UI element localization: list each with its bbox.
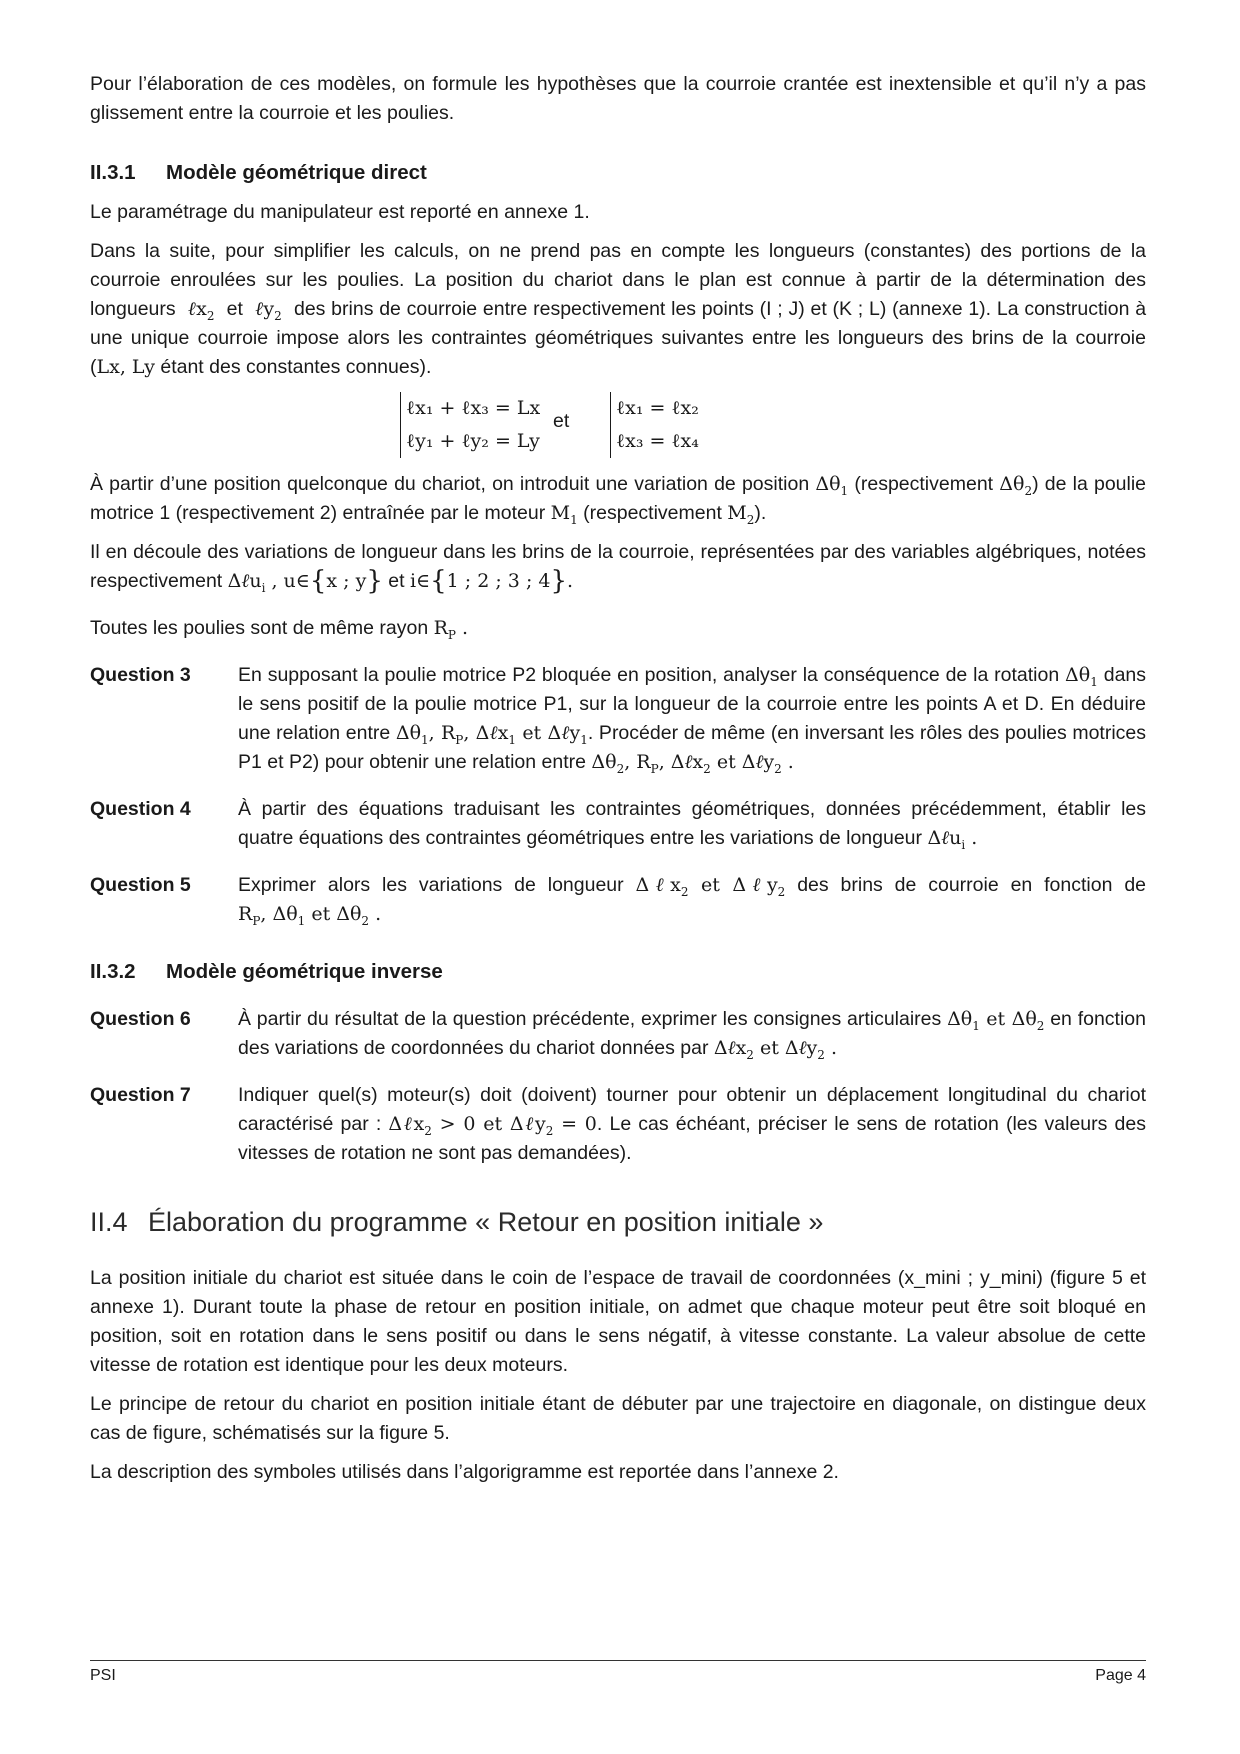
question-text: En supposant la poulie motrice P2 bloquée en position, analyser la conséquence de la rotation $\Delta\theta_1$ dans le sens positif de la poulie motrice P1, sur la longueur de la courroie entre les points A et D. En déduire une relation entre $\Delta\theta_1$, $R_P$, Δℓx$_1$ et Δℓy$_1$. Procéder de même (en inversant les rôles des poulies motrices P1 et P2) pour obtenir une relation entre $\Delta\theta_2$, $R_P$, Δℓx$_2$ et Δℓy$_2$ .	[238, 664, 1147, 776]
section-title: Modèle géométrique direct	[166, 161, 427, 184]
equation-lx3-lx4: ℓx₃ = ℓx₄	[616, 430, 699, 452]
section-heading-232	[90, 957, 1146, 987]
math-lx2: ℓx$_2$	[187, 298, 215, 323]
math-lx-ly: Lx, Ly	[96, 356, 155, 378]
section-heading-24	[90, 1204, 1146, 1240]
footer-course: PSI	[90, 1667, 116, 1684]
section-number: II.3.2	[90, 960, 136, 983]
section-title: Modèle géométrique inverse	[166, 960, 443, 983]
equation-system-right	[610, 392, 699, 458]
question-5	[90, 871, 1146, 929]
question-text: À partir du résultat de la question précédente, exprimer les consignes articulaires $\Delta\theta_1$ et $\Delta\theta_2$ en fonction des variations de coordonnées du chariot données par Δℓx$_2$ et Δℓy$_2$ .	[238, 1008, 1146, 1062]
equation-system-left	[400, 392, 540, 458]
question-text: Exprimer alors les variations de longueur Δℓx$_2$ et Δℓy$_2$ des brins de courroie en fonction de $R_P$, $\Delta\theta_1$ et $\Delta\theta_2$ .	[238, 874, 1147, 928]
equation-lx-sum: ℓx₁ + ℓx₃ = Lx	[406, 397, 541, 419]
question-6	[90, 1005, 1146, 1063]
section-number: II.4	[90, 1207, 128, 1237]
math-ly2: ℓy$_2$	[255, 298, 282, 323]
footer-page-number: Page 4	[1095, 1667, 1146, 1684]
section-number: II.3.1	[90, 161, 136, 184]
question-4	[90, 795, 1146, 853]
paragraph-rayon: Toutes les poulies sont de même rayon $R_P$ .	[90, 617, 469, 642]
question-label: Question 5	[90, 874, 191, 896]
paragraph-longueurs: Dans la suite, pour simplifier les calculs, on ne prend pas en compte les longueurs (constantes) des portions de la courroie enroulées sur les poulies. La position du chariot dans le plan est connue à partir de la détermination des longueurs ℓx$_2$ et ℓy$_2$ des brins de courroie entre respectivement les points (I ; J) et (K ; L) (annexe 1). La construction à une unique courroie impose alors les contraintes géométriques suivantes entre les longueurs des brins de la courroie (Lx, Ly étant des constantes connues).	[90, 240, 1147, 378]
question-text: Indiquer quel(s) moteur(s) doit (doivent) tourner pour obtenir un déplacement longitudinal du chariot caractérisé par : Δℓx$_2$ > 0 et Δℓy$_2$ = 0. Le cas échéant, préciser le sens de rotation (les valeurs des vitesses de rotation ne sont pas demandées).	[238, 1084, 1146, 1164]
page-footer	[90, 1660, 1146, 1685]
paragraph-variables-algebriques: Il en découle des variations de longueur dans les brins de la courroie, représentées par des variables algébriques, notées respectivement Δℓu$_i$ , u∈{x ; y} et i∈{1 ; 2 ; 3 ; 4}.	[90, 541, 1146, 596]
paragraph-principe-retour: Le principe de retour du chariot en position initiale étant de débuter par une trajectoire en diagonale, on distingue deux cas de figure, schématisés sur la figure 5.	[90, 1393, 1146, 1444]
question-label: Question 7	[90, 1084, 191, 1106]
equation-ly-sum: ℓy₁ + ℓy₂ = Ly	[406, 430, 540, 452]
paragraph-variation-position: À partir d’une position quelconque du chariot, on introduit une variation de position $\Delta\theta_1$ (respectivement $\Delta\theta_2$) de la poulie motrice 1 (respectivement 2) entraînée par le moteur $M_1$ (respectivement $M_2$).	[90, 473, 1147, 527]
document-page	[90, 70, 1146, 1487]
question-7	[90, 1081, 1146, 1168]
section-title: Élaboration du programme « Retour en position initiale »	[148, 1207, 824, 1237]
equation-lx1-lx2: ℓx₁ = ℓx₂	[616, 397, 699, 419]
question-label: Question 4	[90, 798, 191, 820]
paragraph-parametrage: Le paramétrage du manipulateur est reporté en annexe 1.	[90, 201, 590, 223]
intro-paragraph: Pour l’élaboration de ces modèles, on formule les hypothèses que la courroie crantée est inextensible et qu’il n’y a pas glissement entre la courroie et les poulies.	[90, 73, 1146, 124]
question-label: Question 6	[90, 1008, 191, 1030]
paragraph-description-symboles: La description des symboles utilisés dans l’algorigramme est reportée dans l’annexe 2.	[90, 1461, 839, 1483]
equation-conjunction: et	[553, 410, 570, 432]
paragraph-position-initiale: La position initiale du chariot est située dans le coin de l’espace de travail de coordonnées (x_mini ; y_mini) (figure 5 et annexe 1). Durant toute la phase de retour en position initiale, on admet que chaque moteur peut être soit bloqué en position, soit en rotation dans le sens positif ou dans le sens négatif, à vitesse constante. La valeur absolue de cette vitesse de rotation est identique pour les deux moteurs.	[90, 1267, 1146, 1376]
question-label: Question 3	[90, 664, 191, 686]
question-3	[90, 661, 1146, 777]
question-text: À partir des équations traduisant les contraintes géométriques, données précédemment, établir les quatre équations des contraintes géométriques entre les variations de longueur Δℓu$_i$ .	[238, 798, 1146, 852]
section-heading-231	[90, 158, 1146, 188]
constraint-equations	[90, 392, 1146, 462]
